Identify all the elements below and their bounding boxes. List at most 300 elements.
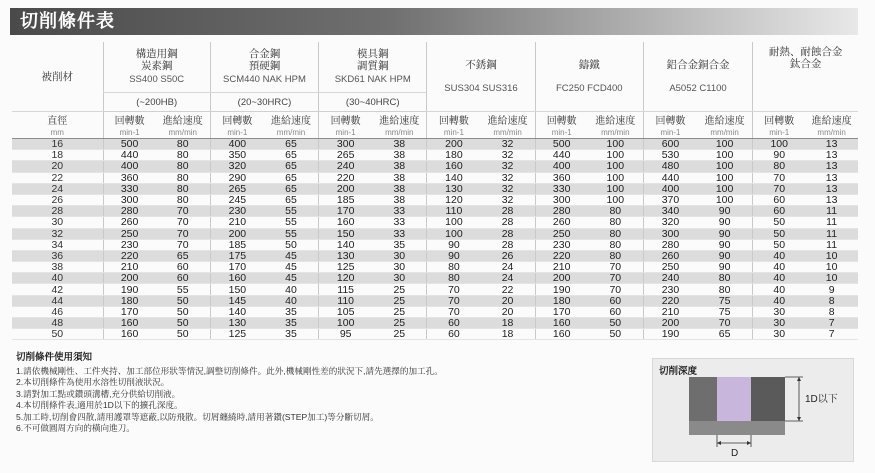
material-header-stainless-steel [427,42,535,112]
rpm-cell: 300 [643,228,697,239]
feed-cell: 13 [805,194,858,205]
feed-cell: 100 [697,194,753,205]
rpm-cell: 260 [643,250,697,261]
hardness-range: (20~30HRC) [210,93,318,112]
feed-cell: 80 [156,161,211,172]
feed-cell: 20 [480,306,535,317]
rpm-cell: 480 [643,161,697,172]
table-row [12,172,858,183]
rpm-cell: 120 [427,194,481,205]
rpm-cell: 230 [210,206,264,217]
feed-cell: 25 [372,284,427,295]
material-name: 耐熱、耐蝕合金 [768,46,843,58]
feed-cell: 20 [480,295,535,306]
feed-cell: 28 [480,228,535,239]
feed-cell: 18 [480,329,535,340]
feed-cell: 13 [805,139,858,150]
rpm-cell: 160 [103,329,156,340]
material-name-2: 鈦合金 [789,58,822,70]
rpm-cell: 100 [427,228,481,239]
table-row [12,161,858,172]
rpm-cell: 110 [427,206,481,217]
tool-bore [717,377,751,421]
rpm-cell: 70 [753,172,806,183]
feed-cell: 100 [588,150,644,161]
table-row [12,217,858,228]
table-row [12,273,858,284]
rpm-unit: min-1 [319,127,373,139]
diameter-cell: 26 [12,194,103,205]
diameter-cell: 34 [12,239,103,250]
note-item: 1.請依機械剛性、工件夾持、加工部位形狀等情況,調整切削條件。此外,機械剛性差的狀況下,請先選擇的加工孔。 [16,365,443,376]
feed-cell: 80 [156,194,211,205]
rpm-cell: 230 [535,239,588,250]
feed-cell: 33 [372,228,427,239]
feed-cell: 50 [156,318,211,329]
feed-cell: 55 [264,217,319,228]
feed-cell: 70 [156,228,211,239]
rpm-cell: 250 [535,228,588,239]
material-header-cast-iron [535,42,643,112]
note-item: 3.請對加工點或鑽頭溝槽,充分供給切削液。 [16,388,181,399]
feed-cell: 90 [697,217,753,228]
feed-cell: 65 [697,329,753,340]
rpm-cell: 260 [535,217,588,228]
rpm-label: 回轉數 [103,112,156,128]
rpm-unit: min-1 [535,127,588,139]
diameter-cell: 20 [12,161,103,172]
rpm-cell: 360 [535,172,588,183]
feed-cell: 38 [372,194,427,205]
rpm-cell: 240 [319,161,373,172]
feed-cell: 80 [588,217,644,228]
feed-cell: 11 [805,239,858,250]
page-title: 切削條件表 [10,8,858,35]
feed-cell: 80 [588,239,644,250]
feed-cell: 50 [588,329,644,340]
feed-cell: 45 [264,273,319,284]
feed-cell: 90 [697,228,753,239]
rpm-cell: 40 [753,250,806,261]
rpm-cell: 400 [643,183,697,194]
diameter-cell: 24 [12,183,103,194]
rpm-cell: 220 [103,250,156,261]
feed-cell: 100 [588,139,644,150]
material-header-die-steel [319,42,427,93]
diameter-cell: 48 [12,318,103,329]
feed-cell: 32 [480,139,535,150]
diameter-cell: 42 [12,284,103,295]
rpm-label: 回轉數 [319,112,373,128]
feed-cell: 65 [264,161,319,172]
rpm-cell: 210 [210,217,264,228]
rpm-cell: 200 [319,183,373,194]
feed-cell: 80 [156,139,211,150]
rpm-cell: 170 [319,206,373,217]
rpm-cell: 180 [427,150,481,161]
rpm-cell: 500 [535,139,588,150]
rpm-cell: 200 [535,273,588,284]
material-name-2: 預硬鋼 [248,60,281,72]
feed-cell: 7 [805,329,858,340]
feed-cell: 26 [480,250,535,261]
rpm-cell: 40 [753,273,806,284]
rpm-cell: 210 [103,262,156,273]
rpm-cell: 100 [427,217,481,228]
rpm-cell: 150 [319,228,373,239]
feed-cell: 25 [372,329,427,340]
feed-cell: 80 [588,228,644,239]
feed-cell: 13 [805,150,858,161]
rpm-cell: 105 [319,306,373,317]
material-name: 構造用鋼 [135,48,178,60]
rpm-cell: 60 [753,206,806,217]
rpm-cell: 40 [753,295,806,306]
table-row [12,295,858,306]
feed-cell: 11 [805,217,858,228]
feed-cell: 100 [697,150,753,161]
notes-title: 切削條件使用須知 [16,352,93,363]
feed-cell: 55 [264,206,319,217]
rpm-cell: 260 [103,217,156,228]
rpm-label: 回轉數 [210,112,264,128]
rpm-cell: 245 [210,194,264,205]
rpm-cell: 230 [103,239,156,250]
feed-cell: 90 [697,262,753,273]
cutting-conditions-table [12,42,858,340]
rpm-cell: 210 [643,306,697,317]
rpm-cell: 60 [753,194,806,205]
rpm-cell: 360 [103,172,156,183]
rpm-cell: 250 [103,228,156,239]
rpm-cell: 300 [103,194,156,205]
feed-label: 進給速度 [704,116,745,127]
rpm-cell: 220 [643,295,697,306]
feed-cell: 60 [588,295,644,306]
feed-cell: 50 [156,306,211,317]
depth-label: 1D以下 [805,394,838,405]
feed-cell: 100 [697,139,753,150]
feed-cell: 10 [805,250,858,261]
feed-cell: 45 [264,262,319,273]
feed-cell: 80 [156,172,211,183]
feed-cell: 70 [588,273,644,284]
diameter-cell: 40 [12,273,103,284]
rpm-cell: 220 [319,172,373,183]
rpm-cell: 60 [427,329,481,340]
workpiece-left [689,377,717,421]
rpm-cell: 125 [210,329,264,340]
material-codes: A5052 C1100 [669,82,727,94]
rpm-cell: 60 [427,318,481,329]
table-row [12,206,858,217]
material-codes: SKD61 NAK HPM [334,74,411,85]
feed-cell: 28 [480,206,535,217]
rpm-label: 回轉數 [643,112,697,128]
rpm-cell: 320 [643,217,697,228]
feed-label: 進給速度 [811,116,852,127]
material-codes: SS400 S50C [129,74,185,85]
rpm-cell: 200 [643,318,697,329]
feed-unit: mm/min [264,127,319,139]
feed-cell: 38 [372,183,427,194]
table-row [12,250,858,261]
feed-cell: 65 [156,250,211,261]
rpm-cell: 400 [535,161,588,172]
rpm-unit: min-1 [210,127,264,139]
rpm-cell: 70 [427,295,481,306]
rpm-cell: 290 [210,172,264,183]
feed-cell: 55 [156,284,211,295]
feed-unit: mm/min [480,127,535,139]
feed-cell: 70 [156,217,211,228]
diameter-cell: 50 [12,329,103,340]
material-name-2: 調質鋼 [356,60,389,72]
feed-cell: 25 [372,318,427,329]
usage-notes [16,352,636,435]
material-name: 模具鋼 [356,48,389,60]
rpm-cell: 130 [319,250,373,261]
rpm-cell: 145 [210,295,264,306]
diameter-cell: 36 [12,250,103,261]
material-header-alloy-steel [210,42,318,93]
diameter-symbol: D [731,448,739,459]
feed-cell: 70 [588,262,644,273]
feed-cell: 13 [805,161,858,172]
feed-cell: 33 [372,206,427,217]
rpm-cell: 80 [427,273,481,284]
feed-cell: 65 [264,139,319,150]
feed-cell: 65 [264,194,319,205]
feed-cell: 80 [588,206,644,217]
feed-cell: 50 [156,329,211,340]
feed-cell: 24 [480,273,535,284]
cutting-depth-diagram [652,358,854,462]
feed-cell: 90 [697,206,753,217]
feed-cell: 100 [588,194,644,205]
feed-cell: 22 [480,284,535,295]
rpm-cell: 100 [753,139,806,150]
table-row [12,306,858,317]
note-item: 6.不可做圓周方向的橫向進刀。 [16,423,135,433]
feed-cell: 28 [480,217,535,228]
feed-cell: 75 [697,295,753,306]
feed-cell: 65 [264,172,319,183]
rpm-cell: 140 [427,172,481,183]
rpm-cell: 330 [103,183,156,194]
rpm-cell: 180 [103,295,156,306]
feed-unit: mm/min [697,127,753,139]
rpm-cell: 210 [535,262,588,273]
feed-cell: 100 [697,172,753,183]
feed-cell: 45 [264,250,319,261]
depth-illustration [653,359,853,461]
feed-cell: 75 [697,306,753,317]
rpm-cell: 180 [535,295,588,306]
material-name: 鑄鐵 [578,58,600,71]
rpm-cell: 50 [753,239,806,250]
table-row [12,329,858,340]
feed-cell: 70 [697,318,753,329]
feed-cell: 11 [805,206,858,217]
feed-cell: 40 [264,295,319,306]
feed-cell: 10 [805,273,858,284]
feed-cell: 35 [264,306,319,317]
feed-label: 進給速度 [271,116,312,127]
diameter-unit: mm [12,127,103,139]
table-row [12,183,858,194]
feed-cell: 13 [805,183,858,194]
rpm-cell: 50 [753,228,806,239]
rpm-cell: 400 [210,139,264,150]
diameter-label: 直徑 [47,116,68,127]
table-row [12,194,858,205]
feed-cell: 80 [697,273,753,284]
rpm-cell: 170 [210,262,264,273]
feed-cell: 35 [372,239,427,250]
rpm-cell: 30 [753,329,806,340]
feed-cell: 70 [588,284,644,295]
rpm-cell: 70 [427,284,481,295]
material-header-heat-resistant [753,42,858,112]
feed-cell: 65 [264,183,319,194]
feed-cell: 32 [480,161,535,172]
feed-cell: 50 [264,239,319,250]
feed-cell: 100 [588,183,644,194]
rpm-cell: 140 [210,306,264,317]
rpm-cell: 160 [210,273,264,284]
rpm-cell: 50 [753,217,806,228]
feed-cell: 30 [372,262,427,273]
rpm-cell: 100 [319,318,373,329]
diameter-cell: 16 [12,139,103,150]
feed-cell: 25 [372,295,427,306]
feed-cell: 60 [588,306,644,317]
table-row [12,139,858,150]
feed-cell: 60 [156,273,211,284]
rpm-cell: 95 [319,329,373,340]
material-codes: SUS304 SUS316 [444,82,518,94]
rpm-cell: 30 [753,306,806,317]
rpm-cell: 80 [753,161,806,172]
feed-label: 進給速度 [162,116,203,127]
rpm-cell: 240 [643,273,697,284]
rpm-cell: 350 [210,150,264,161]
table-row [12,239,858,250]
material-name: 合金鋼 [248,48,281,60]
rpm-cell: 200 [210,228,264,239]
rpm-cell: 320 [210,161,264,172]
feed-cell: 80 [156,183,211,194]
rpm-cell: 185 [319,194,373,205]
feed-unit: mm/min [372,127,427,139]
table-row [12,284,858,295]
diameter-cell: 18 [12,150,103,161]
note-item: 5.加工時,切削會四散,請用護罩等遮蔽,以防飛散。切屑纏繞時,請用著鑽(STEP加工)等分斷切屑。 [16,411,379,422]
feed-unit: mm/min [588,127,644,139]
diameter-cell: 32 [12,228,103,239]
rpm-cell: 110 [319,295,373,306]
rpm-cell: 160 [535,318,588,329]
feed-cell: 90 [697,250,753,261]
rpm-cell: 130 [210,318,264,329]
rpm-cell: 185 [210,239,264,250]
feed-cell: 50 [588,318,644,329]
rpm-cell: 160 [319,217,373,228]
table-row [12,262,858,273]
material-name-2: 炭素鋼 [140,60,173,72]
depth-diagram-title: 切削深度 [659,366,698,377]
rpm-cell: 190 [643,329,697,340]
rpm-cell: 150 [210,284,264,295]
rpm-cell: 300 [319,139,373,150]
feed-cell: 32 [480,194,535,205]
rpm-cell: 140 [319,239,373,250]
workpiece-right [751,377,785,421]
rpm-cell: 440 [643,172,697,183]
rpm-cell: 220 [535,250,588,261]
rpm-cell: 190 [535,284,588,295]
rpm-cell: 160 [535,329,588,340]
feed-cell: 35 [264,329,319,340]
rpm-cell: 265 [319,150,373,161]
rpm-cell: 600 [643,139,697,150]
rpm-cell: 340 [643,206,697,217]
diameter-cell: 38 [12,262,103,273]
rpm-cell: 80 [427,262,481,273]
feed-cell: 65 [264,150,319,161]
rpm-cell: 130 [427,183,481,194]
feed-cell: 11 [805,228,858,239]
material-name: 鋁合金銅合金 [666,58,730,71]
feed-cell: 30 [372,273,427,284]
rpm-cell: 190 [103,284,156,295]
material-header-structural-steel [103,42,210,93]
feed-cell: 32 [480,150,535,161]
feed-cell: 80 [697,284,753,295]
feed-cell: 38 [372,150,427,161]
diameter-cell: 28 [12,206,103,217]
rpm-cell: 40 [753,262,806,273]
feed-cell: 38 [372,172,427,183]
feed-cell: 7 [805,318,858,329]
feed-cell: 35 [264,318,319,329]
rpm-cell: 250 [643,262,697,273]
rpm-cell: 440 [535,150,588,161]
feed-cell: 24 [480,262,535,273]
material-label: 被削材 [12,42,103,112]
rpm-cell: 265 [210,183,264,194]
table-row [12,318,858,329]
material-header-aluminum-copper [643,42,752,112]
rpm-cell: 330 [535,183,588,194]
feed-cell: 100 [697,183,753,194]
rpm-cell: 200 [427,139,481,150]
feed-cell: 38 [372,139,427,150]
diameter-cell: 30 [12,217,103,228]
rpm-cell: 115 [319,284,373,295]
feed-cell: 38 [372,161,427,172]
rpm-cell: 90 [753,150,806,161]
diameter-cell: 44 [12,295,103,306]
rpm-cell: 170 [535,306,588,317]
rpm-cell: 90 [427,250,481,261]
rpm-cell: 280 [535,206,588,217]
feed-cell: 100 [697,161,753,172]
rpm-label: 回轉數 [753,112,806,128]
feed-cell: 33 [372,217,427,228]
feed-cell: 25 [372,306,427,317]
